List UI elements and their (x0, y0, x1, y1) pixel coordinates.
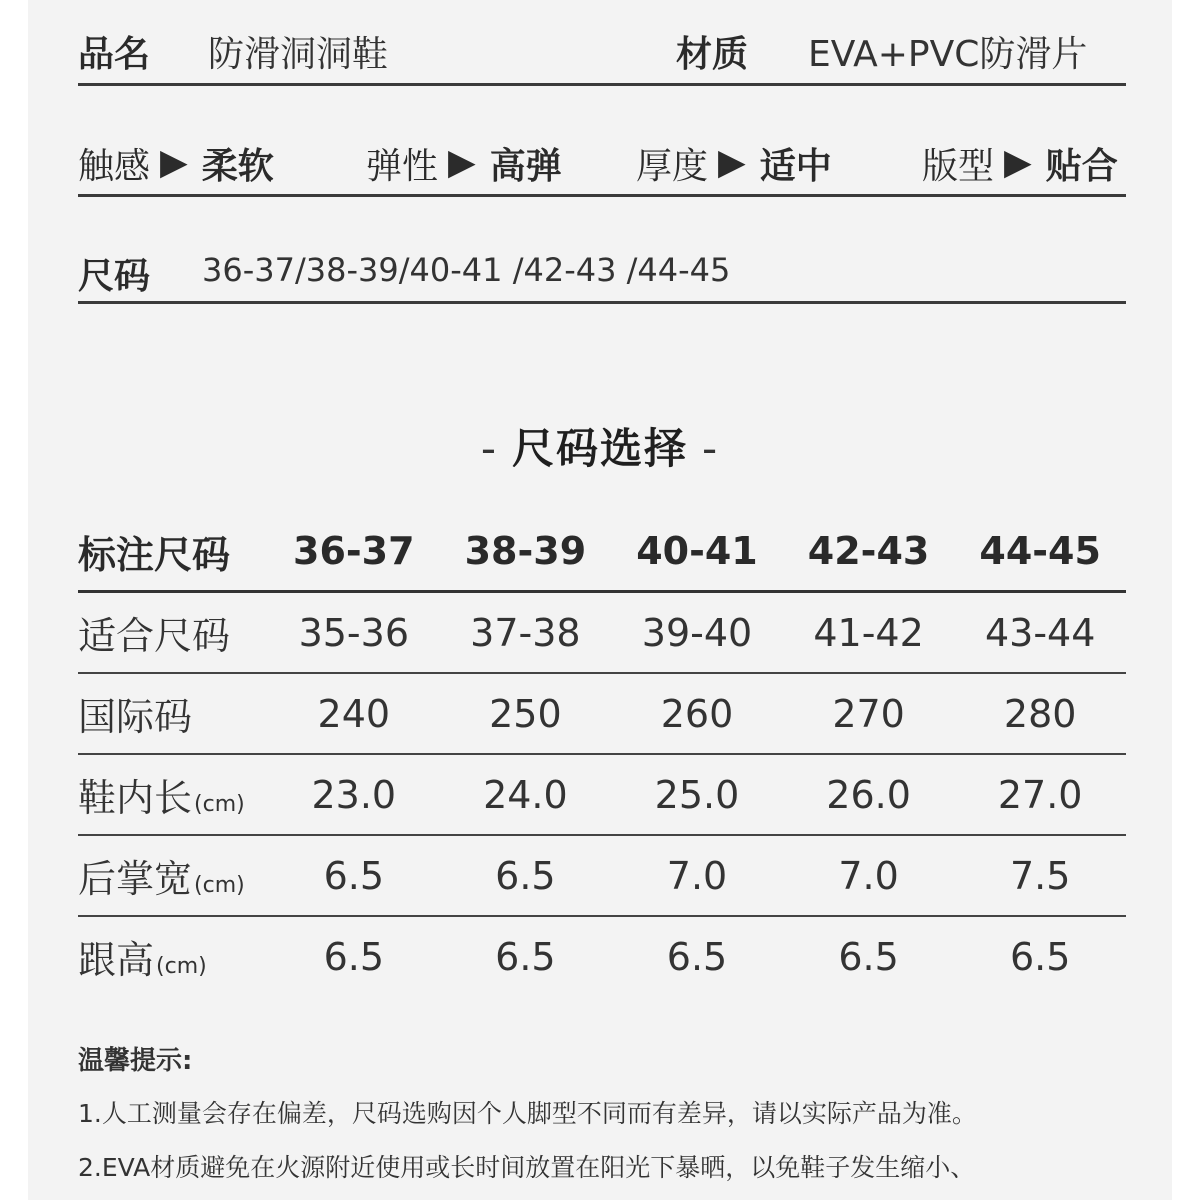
attribute-label: 触感 (78, 146, 151, 187)
row-label-cell (78, 835, 268, 916)
row-label-cell (78, 754, 268, 835)
row-unit: (cm) (194, 873, 245, 898)
sizes-value: 36-37/38-39/40-41 /42-43 /44-45 (202, 251, 731, 289)
section-title-text: 尺码选择 (511, 424, 688, 473)
product-name-label: 品名 (78, 34, 151, 75)
table-row (78, 673, 1126, 754)
row-label: 国际码 (78, 695, 193, 739)
table-header-cell: 40-41 (611, 512, 783, 592)
table-cell: 6.5 (323, 934, 385, 979)
table-cell: 240 (268, 673, 440, 754)
table-cell: 25.0 (611, 754, 783, 835)
table-cell: 26.0 (783, 754, 955, 835)
row-label-cell (78, 916, 268, 996)
notes-title: 温馨提示: (78, 1046, 193, 1076)
table-cell: 250 (440, 673, 612, 754)
table-cell: 6.5 (1009, 934, 1071, 979)
material-value: EVA+PVC防滑片 (808, 34, 1088, 75)
table-cell: 6.5 (838, 934, 899, 979)
row-label-cell (78, 673, 268, 754)
section-title (0, 416, 1200, 476)
size-chart-table (78, 512, 1126, 996)
table-cell: 7.0 (611, 835, 783, 916)
arrow-right-icon: ▶ (160, 142, 188, 183)
table-cell: 270 (783, 673, 955, 754)
table-header-cell: 38-39 (440, 512, 612, 592)
table-cell: 35-36 (268, 592, 440, 674)
table-cell: 39-40 (611, 592, 783, 674)
row-label: 后掌宽 (78, 857, 193, 901)
divider-line (78, 194, 1126, 197)
table-header-cell: 标注尺码 (78, 512, 268, 592)
table-row (78, 754, 1126, 835)
table-cell: 280 (954, 673, 1126, 754)
note-item: 2.EVA材质避免在火源附近使用或长时间放置在阳光下暴晒，以免鞋子发生缩小、 (78, 1153, 976, 1182)
divider-line (78, 83, 1126, 86)
attribute-label: 厚度 (636, 146, 709, 187)
table-row (78, 916, 1126, 996)
attribute-label: 版型 (922, 146, 995, 187)
product-name-value: 防滑洞洞鞋 (208, 34, 389, 75)
table-header-cell: 36-37 (268, 512, 440, 592)
table-cell: 7.5 (954, 835, 1126, 916)
attribute-value: 适中 (759, 146, 832, 187)
table-header-cell: 42-43 (783, 512, 955, 592)
row-unit: (cm) (194, 792, 245, 817)
attribute-thickness (636, 138, 832, 189)
table-cell: 43-44 (954, 592, 1126, 674)
material-label: 材质 (676, 34, 749, 75)
attribute-elasticity (366, 138, 562, 189)
table-cell: 6.5 (440, 835, 612, 916)
row-label: 鞋内长 (78, 776, 193, 820)
table-cell: 24.0 (440, 754, 612, 835)
table-cell: 6.5 (666, 934, 728, 979)
sizes-label: 尺码 (78, 256, 151, 297)
attribute-value: 柔软 (201, 146, 274, 187)
attribute-touch (78, 138, 274, 189)
table-cell: 41-42 (783, 592, 955, 674)
row-label: 跟高 (78, 938, 155, 982)
table-cell: 27.0 (954, 754, 1126, 835)
table-row (78, 835, 1126, 916)
row-unit: (cm) (156, 954, 207, 979)
table-cell: 37-38 (440, 592, 612, 674)
row-label-cell (78, 592, 268, 674)
table-cell: 6.5 (268, 835, 440, 916)
attribute-value: 贴合 (1045, 146, 1118, 187)
table-cell: 260 (611, 673, 783, 754)
attribute-label: 弹性 (366, 146, 439, 187)
arrow-right-icon: ▶ (718, 142, 746, 183)
row-label: 适合尺码 (78, 614, 231, 658)
table-cell: 6.5 (495, 934, 556, 979)
arrow-right-icon: ▶ (1004, 142, 1032, 183)
attribute-fit (922, 138, 1118, 189)
table-cell: 23.0 (268, 754, 440, 835)
title-dash-right: - (702, 424, 720, 473)
divider-line (78, 301, 1126, 304)
arrow-right-icon: ▶ (448, 142, 476, 183)
table-row (78, 592, 1126, 674)
attribute-value: 高弹 (489, 146, 562, 187)
title-dash-left: - (480, 424, 498, 473)
table-header-cell: 44-45 (954, 512, 1126, 592)
table-cell: 7.0 (783, 835, 955, 916)
table-header-row (78, 512, 1126, 592)
note-item: 1.人工测量会存在偏差，尺码选购因个人脚型不同而有差异，请以实际产品为准。 (78, 1099, 977, 1128)
